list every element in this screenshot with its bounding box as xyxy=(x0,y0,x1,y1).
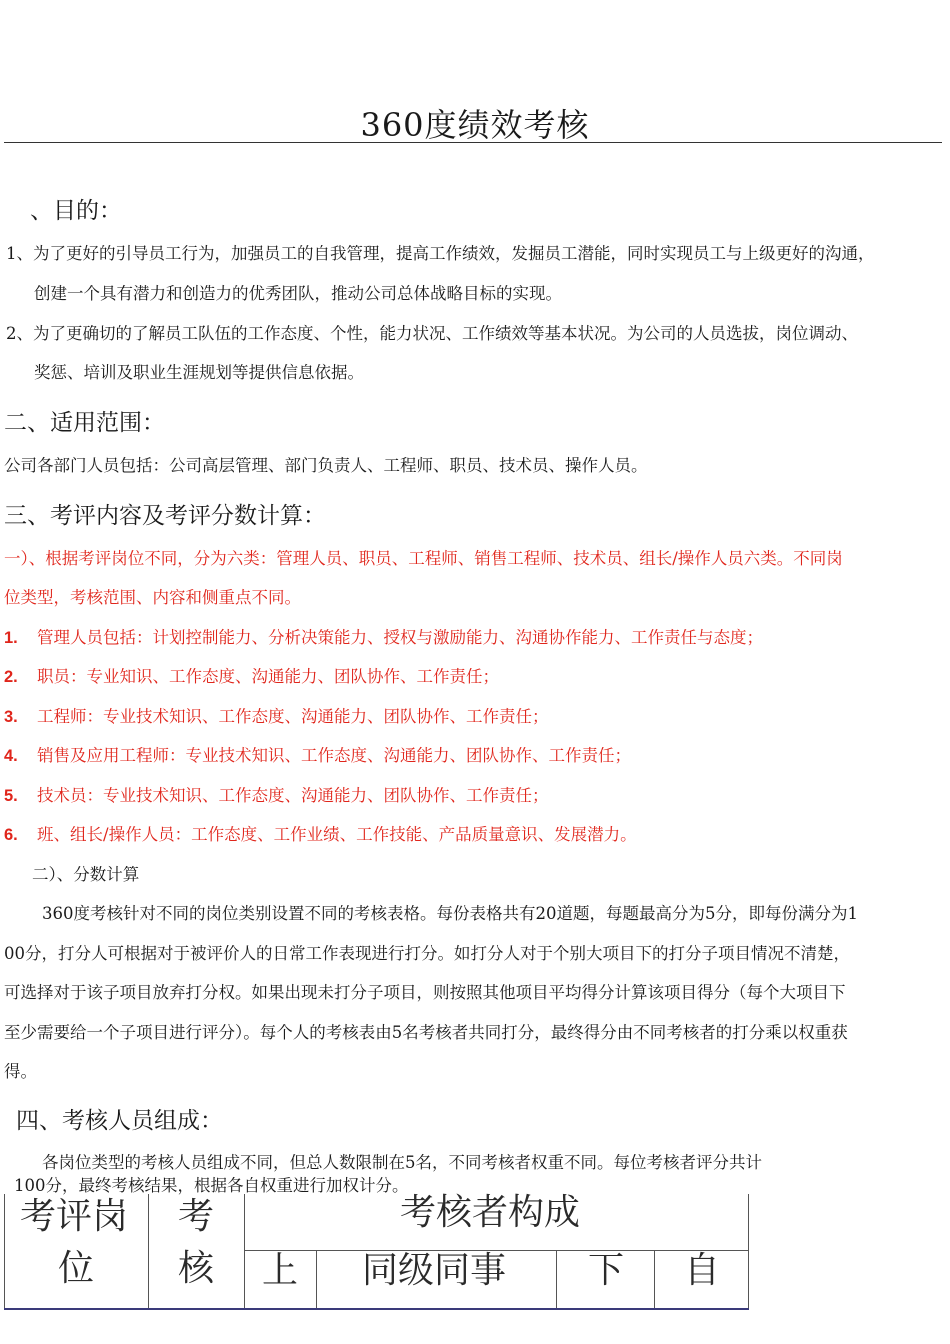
list-item-number: 2. xyxy=(4,668,18,686)
list-item-text: 技术员：专业技术知识、工作态度、沟通能力、团队协作、工作责任； xyxy=(37,786,549,805)
s3-calc-line4: 至少需要给一个子项目进行评分）。每个人的考核表由5名考核者共同打分，最终得分由不同考核者的打分乘以权重获 xyxy=(4,1023,848,1042)
list-item-number: 6. xyxy=(4,826,18,844)
list-item-number: 5. xyxy=(4,787,18,805)
table-subheader-peers: 同级同事 xyxy=(362,1250,507,1291)
table-subheader-superior: 上 xyxy=(262,1250,299,1291)
list-item-text: 职员：专业知识、工作态度、沟通能力、团队协作、工作责任； xyxy=(37,667,500,686)
table-header-position-line2: 位 xyxy=(58,1248,95,1289)
s3-calc-line2: 00分，打分人可根据对于被评价人的日常工作表现进行打分。如打分人对于个别大项目下的打分子项目情况不清楚， xyxy=(4,944,850,963)
list-item xyxy=(4,624,763,648)
s1-para1-line2: 创建一个具有潜力和创造力的优秀团队，推动公司总体战略目标的实现。 xyxy=(34,284,562,303)
list-item xyxy=(4,663,499,687)
list-item-number: 4. xyxy=(4,747,18,765)
s3-calc-line3: 可选择对于该子项目放弃打分权。如果出现未打分子项目，则按照其他项目平均得分计算该项目得分（每个大项目下 xyxy=(4,983,846,1002)
table-divider-sub2 xyxy=(556,1250,557,1308)
s3-sub2-heading: 二）、分数计算 xyxy=(32,865,140,884)
list-item xyxy=(4,703,549,727)
table-header-assess-line1: 考 xyxy=(178,1196,215,1237)
s1-para1-line1: 1、为了更好的引导员工行为，加强员工的自我管理，提高工作绩效，发掘员工潜能，同时实现员工与上级更好的沟通， xyxy=(6,244,875,263)
section-3-heading: 三、考评内容及考评分数计算： xyxy=(4,503,326,529)
table-divider-sub1 xyxy=(316,1250,317,1308)
s4-line2: 100分，最终考核结果，根据各自权重进行加权计分。 xyxy=(14,1176,409,1195)
s1-para2-line2: 奖惩、培训及职业生涯规划等提供信息依据。 xyxy=(34,363,364,382)
table-header-position-line1: 考评岗 xyxy=(20,1196,129,1237)
list-item xyxy=(4,742,631,766)
s3-sub1-line1: 一）、根据考评岗位不同，分为六类：管理人员、职员、工程师、销售工程师、技术员、组长/操作人员六类。不同岗 xyxy=(4,549,843,568)
table-border-bottom xyxy=(4,1308,749,1310)
section-4-heading: 四、考核人员组成： xyxy=(16,1108,223,1134)
page-title: 360度绩效考核 xyxy=(360,106,590,144)
list-item-number: 3. xyxy=(4,708,18,726)
table-divider-sub3 xyxy=(654,1250,655,1308)
list-item-number: 1. xyxy=(4,629,18,647)
s3-sub1-line2: 位类型，考核范围、内容和侧重点不同。 xyxy=(4,588,301,607)
table-border-right xyxy=(748,1194,749,1308)
table-border-left xyxy=(4,1194,5,1308)
list-item xyxy=(4,782,549,806)
table-header-assess-line2: 核 xyxy=(178,1248,215,1289)
s3-calc-line5: 得。 xyxy=(4,1062,37,1081)
table-divider-col2 xyxy=(244,1194,245,1308)
s1-para2-line1: 2、为了更确切的了解员工队伍的工作态度、个性，能力状况、工作绩效等基本状况。为公司的人员选拔，岗位调动、 xyxy=(6,324,858,343)
section-1-heading: 、目的： xyxy=(30,198,122,224)
table-group-rule xyxy=(244,1250,748,1251)
list-item xyxy=(4,821,637,845)
table-subheader-subordinate: 下 xyxy=(588,1250,625,1291)
list-item-text: 销售及应用工程师：专业技术知识、工作态度、沟通能力、团队协作、工作责任； xyxy=(37,746,632,765)
list-item-text: 管理人员包括：计划控制能力、分析决策能力、授权与激励能力、沟通协作能力、工作责任与态度； xyxy=(37,628,764,647)
title-divider xyxy=(4,142,942,143)
list-item-text: 工程师：专业技术知识、工作态度、沟通能力、团队协作、工作责任； xyxy=(37,707,549,726)
table-subheader-self: 自 xyxy=(684,1250,721,1291)
s2-text: 公司各部门人员包括：公司高层管理、部门负责人、工程师、职员、技术员、操作人员。 xyxy=(4,456,648,475)
section-2-heading: 二、适用范围： xyxy=(4,410,165,436)
s3-calc-line1: 360度考核针对不同的岗位类别设置不同的考核表格。每份表格共有20道题，每题最高分为5分，即每份满分为1 xyxy=(42,904,858,923)
table-divider-col1 xyxy=(148,1194,149,1308)
s4-line1: 各岗位类型的考核人员组成不同，但总人数限制在5名，不同考核者权重不同。每位考核者评分共计 xyxy=(42,1153,762,1172)
table-header-evaluator-group: 考核者构成 xyxy=(400,1192,581,1233)
list-item-text: 班、组长/操作人员：工作态度、工作业绩、工作技能、产品质量意识、发展潜力。 xyxy=(37,825,637,844)
